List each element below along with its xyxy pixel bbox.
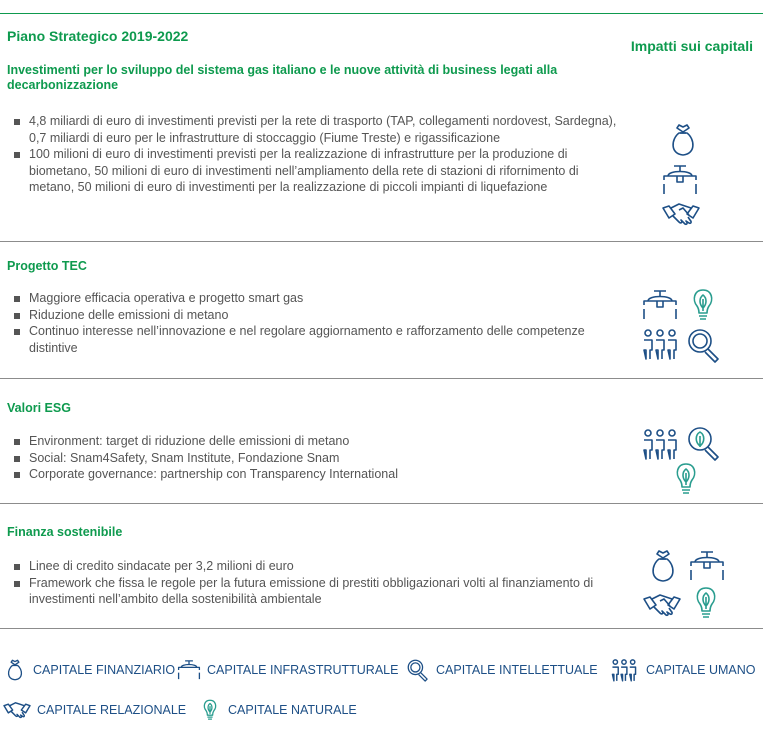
people-icon	[640, 326, 680, 362]
handshake-icon	[2, 697, 32, 723]
bulb-leaf-icon	[683, 287, 723, 323]
legend-label: CAPITALE NATURALE	[228, 703, 357, 717]
bulb-leaf-icon	[197, 697, 223, 723]
legend-label: CAPITALE INFRASTRUTTURALE	[207, 663, 399, 677]
list-item: Framework che fissa le regole per la futura emissione di prestiti obbligazionari volti al finanziamento di investimenti nell’ambito della sostenibilità ambientale	[12, 575, 622, 608]
legend-finanziario	[2, 657, 175, 683]
magnifier-leaf-icon	[684, 425, 724, 461]
legend-label: CAPITALE INTELLETTUALE	[436, 663, 598, 677]
section-3-bullets	[12, 433, 622, 483]
handshake-icon	[642, 587, 682, 623]
money-bag-icon	[2, 657, 28, 683]
top-rule	[0, 13, 763, 14]
legend-infrastrutturale	[176, 657, 398, 683]
divider	[0, 241, 763, 242]
list-item: Corporate governance: partnership con Transparency International	[12, 466, 622, 483]
faucet-icon	[640, 287, 680, 323]
section-4-bullets	[12, 558, 622, 608]
people-icon	[607, 657, 641, 683]
section-2-bullets	[12, 290, 622, 356]
legend-intellettuale	[405, 657, 598, 683]
list-item: Riduzione delle emissioni di metano	[12, 307, 622, 324]
bulb-leaf-icon	[686, 585, 726, 621]
legend-label: CAPITALE FINANZIARIO	[33, 663, 176, 677]
list-item: Social: Snam4Safety, Snam Institute, Fondazione Snam	[12, 450, 622, 467]
section-1-bullets	[12, 113, 622, 196]
faucet-icon	[687, 548, 727, 584]
impacts-label: Impatti sui capitali	[630, 38, 753, 54]
magnifier-icon	[405, 657, 431, 683]
legend-label: CAPITALE RELAZIONALE	[37, 703, 187, 717]
section-title-esg: Valori ESG	[7, 401, 71, 415]
list-item: 100 milioni di euro di investimenti previsti per la realizzazione di infrastrutture per la produzione di biometano, 50 milioni di euro di investimenti nell’ampliamento della rete di stazioni di rifornimento di metano, 50 milioni di euro di investimenti per la realizzazione di piccoli impianti di liquefazione	[12, 146, 622, 196]
magnifier-icon	[684, 327, 724, 363]
list-item: Linee di credito sindacate per 3,2 milioni di euro	[12, 558, 622, 575]
money-bag-icon	[663, 122, 703, 158]
handshake-icon	[661, 196, 701, 232]
legend-label: CAPITALE UMANO	[646, 663, 756, 677]
legend-relazionale	[2, 697, 186, 723]
money-bag-icon	[643, 548, 683, 584]
strategic-subtitle: Investimenti per lo sviluppo del sistema gas italiano e le nuove attività di business legati alla decarbonizzazione	[7, 63, 558, 92]
divider	[0, 628, 763, 629]
divider	[0, 503, 763, 504]
legend-umano	[607, 657, 756, 683]
section-title-finanza: Finanza sostenibile	[7, 525, 123, 539]
list-item: Environment: target di riduzione delle emissioni di metano	[12, 433, 622, 450]
list-item: Continuo interesse nell’innovazione e nel regolare aggiornamento e rafforzamento delle competenze distintive	[12, 323, 622, 356]
faucet-icon	[660, 162, 700, 198]
faucet-icon	[176, 657, 202, 683]
people-icon	[640, 426, 680, 462]
list-item: 4,8 miliardi di euro di investimenti previsti per la rete di trasporto (TAP, collegamenti nordovest, Sardegna), 0,7 miliardi di euro per le infrastrutture di stoccaggio (Fiume Treste) e rigassificazione	[12, 113, 622, 146]
page-title: Piano Strategico 2019-2022	[7, 28, 189, 44]
divider	[0, 378, 763, 379]
list-item: Maggiore efficacia operativa e progetto smart gas	[12, 290, 622, 307]
bulb-leaf-icon	[666, 461, 706, 497]
legend-naturale	[197, 697, 357, 723]
section-title-tec: Progetto TEC	[7, 259, 87, 273]
